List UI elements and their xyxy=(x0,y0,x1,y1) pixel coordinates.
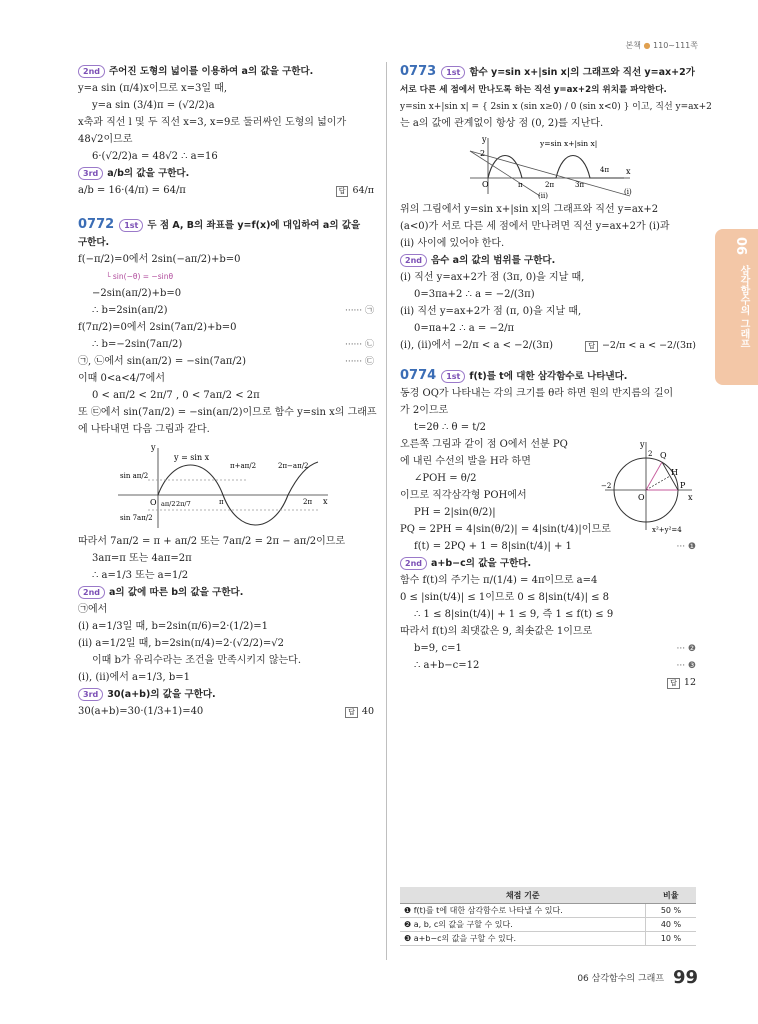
step-title: 두 점 A, B의 좌표를 y=f(x)에 대입하여 a의 값을 xyxy=(147,220,361,231)
solution-line: 또 ㉢에서 sin(7aπ/2) = −sin(aπ/2)이므로 함수 y=sin x의 그래프 xyxy=(78,407,377,418)
step-title: 주어진 도형의 넓이를 이용하여 a의 값을 구한다. xyxy=(109,66,314,77)
sine-curve xyxy=(158,462,318,525)
answer-icon: 답 xyxy=(345,707,358,718)
solution-text: ∴ b=2sin(aπ/2) xyxy=(92,305,168,316)
solution-line: y=sin x+|sin x| = { 2sin x (sin x≥0) / 0 (sin x<0) } 이고, 직선 y=ax+2 xyxy=(400,102,712,112)
step-marker: ··· ❷ xyxy=(676,644,696,654)
step-title: 음수 a의 값의 범위를 구한다. xyxy=(431,255,556,266)
sine-graph xyxy=(78,440,374,532)
solution-line: 에 나타내면 다음 그림과 같다. xyxy=(78,424,210,435)
table-header-row xyxy=(400,887,696,904)
axis-label-y: y xyxy=(151,443,156,452)
ratio-cell: 50 % xyxy=(646,904,697,918)
tick-2pi: 2π xyxy=(545,181,555,189)
header-dot-icon: ● xyxy=(643,41,651,50)
answer-icon: 답 xyxy=(585,341,598,352)
answer-icon: 답 xyxy=(667,678,680,689)
step-badge: 2nd xyxy=(400,557,427,570)
right-column xyxy=(400,62,712,693)
solution-line: −2sin(aπ/2)+b=0 xyxy=(92,288,182,299)
solution-text: a/b = 16·(4/π) = 64/π xyxy=(78,185,186,196)
problem-number: 0774 xyxy=(400,368,437,383)
solution-line: 이므로 직각삼각형 POH에서 xyxy=(400,490,527,501)
step-badge: 3rd xyxy=(78,688,103,701)
table-row xyxy=(400,932,696,946)
axis-label-x: x xyxy=(323,497,328,506)
solution-line: 오른쪽 그림과 같이 점 O에서 선분 PQ xyxy=(400,439,568,450)
tick-2pi: 2π xyxy=(303,498,313,506)
line-label-i: (i) xyxy=(624,188,632,196)
criteria-cell: ❷ a, b, c의 값을 구할 수 있다. xyxy=(400,918,646,932)
formula-note: └ sin(−θ) = −sinθ xyxy=(106,272,174,281)
solution-line: 위의 그림에서 y=sin x+|sin x|의 그래프와 직선 y=ax+2 xyxy=(400,204,659,215)
step-badge: 1st xyxy=(441,66,465,79)
solution-line: 0 ≤ |sin(t/4)| ≤ 1이므로 0 ≤ 8|sin(t/4)| ≤ 8 xyxy=(400,592,610,603)
axis-label-y: y xyxy=(482,135,487,144)
solution-line: f(−π/2)=0에서 2sin(−aπ/2)+b=0 xyxy=(78,254,241,265)
solution-line: 3aπ=π 또는 4aπ=2π xyxy=(92,553,192,564)
solution-line: 이때 0<a<4/7에서 xyxy=(78,373,165,384)
scoring-table xyxy=(400,887,696,946)
solution-text: 30(a+b)=30·(1/3+1)=40 xyxy=(78,706,204,717)
solution-line: 6·(√2/2)a = 48√2 ∴ a=16 xyxy=(92,151,218,162)
solution-line: ∴ 1 ≤ 8|sin(t/4)| + 1 ≤ 9, 즉 1 ≤ f(t) ≤ 9 xyxy=(414,609,614,620)
solution-line: 48√2이므로 xyxy=(78,134,133,145)
answer-box xyxy=(345,705,374,719)
answer-box xyxy=(336,184,374,198)
solution-line: 에 내린 수선의 발을 H라 하면 xyxy=(400,456,531,467)
chapter-title: 삼각함수의 그래프 xyxy=(738,265,749,349)
solution-line: t=2θ ∴ θ = t/2 xyxy=(414,422,487,433)
page-number: 99 xyxy=(672,967,698,988)
step-title: 함수 y=sin x+|sin x|의 그래프와 직선 y=ax+2가 xyxy=(469,67,695,78)
step-title: a/b의 값을 구한다. xyxy=(107,168,190,179)
table-row xyxy=(400,904,696,918)
tick-pi: π xyxy=(518,181,523,189)
step-title-cont: 서로 다른 세 점에서 만나도록 하는 직선 y=ax+2의 위치를 파악한다. xyxy=(400,85,667,95)
step-marker: ··· ❸ xyxy=(676,661,696,671)
tick-4pi: 4π xyxy=(600,166,610,174)
solution-line: 이때 b가 유리수라는 조건을 만족시키지 않는다. xyxy=(92,655,302,666)
step-title: 30(a+b)의 값을 구한다. xyxy=(107,689,216,700)
answer-icon: 답 xyxy=(336,186,349,197)
axis-label-x: x xyxy=(626,167,631,176)
tick-label: 2π−aπ/2 xyxy=(278,462,309,470)
answer-box xyxy=(585,339,696,353)
equation-mark: ······ ㉡ xyxy=(344,340,374,350)
column-header: 채점 기준 xyxy=(400,887,646,904)
solution-line: f(7π/2)=0에서 2sin(7aπ/2)+b=0 xyxy=(78,322,237,333)
tick-3pi: 3π xyxy=(575,181,585,189)
point-h: H xyxy=(671,468,678,477)
chapter-side-tab[interactable] xyxy=(715,229,758,385)
point-p: P xyxy=(680,481,686,490)
origin-label: O xyxy=(482,180,489,189)
solution-line: (ii) 사이에 있어야 한다. xyxy=(400,238,505,249)
abs-sine-graph xyxy=(400,134,696,200)
tick-2: 2 xyxy=(648,450,653,458)
solution-line: 0=3πa+2 ∴ a = −2/(3π) xyxy=(414,289,535,300)
page-footer xyxy=(577,967,698,988)
criteria-cell: ❶ f(t)를 t에 대한 삼각함수로 나타낼 수 있다. xyxy=(400,904,646,918)
solution-text: (i), (ii)에서 −2/π < a < −2/(3π) xyxy=(400,340,554,351)
origin-label: O xyxy=(150,498,157,507)
tick-minus2: −2 xyxy=(601,482,612,490)
tick-pi: π xyxy=(219,498,224,506)
step-badge: 2nd xyxy=(78,65,105,78)
left-column xyxy=(78,62,377,722)
equation-mark: ······ ㉢ xyxy=(344,357,374,367)
solution-text: ∴ a+b−c=12 xyxy=(414,660,480,671)
axis-label-y: y xyxy=(640,440,645,449)
value-label: sin aπ/2 xyxy=(120,472,149,480)
step-title: a의 값에 따른 b의 값을 구한다. xyxy=(109,587,244,598)
answer-value: 12 xyxy=(683,677,696,688)
solution-line: (ii) a=1/2일 때, b=2sin(π/4)=2·(√2/2)=√2 xyxy=(78,638,284,649)
problem-number: 0773 xyxy=(400,64,437,79)
answer-value: 40 xyxy=(361,706,374,717)
axis-label-x: x xyxy=(688,493,693,502)
line-label-ii: (ii) xyxy=(538,192,548,200)
solution-line: (a<0)가 서로 다른 세 점에서 만나려면 직선 y=ax+2가 (i)과 xyxy=(400,221,670,232)
solution-text: ㉠, ㉡에서 sin(aπ/2) = −sin(7aπ/2) xyxy=(78,356,247,367)
solution-line: ∠POH = θ/2 xyxy=(414,473,477,484)
step-badge: 3rd xyxy=(78,167,103,180)
solution-line: 0 < aπ/2 < 2π/7 , 0 < 7aπ/2 < 2π xyxy=(92,390,260,401)
solution-line: (ii) 직선 y=ax+2가 점 (π, 0)을 지날 때, xyxy=(400,306,582,317)
solution-line: 함수 f(t)의 주기는 π/(1/4) = 4π이므로 a=4 xyxy=(400,575,598,586)
step-title: f(t)를 t에 대한 삼각함수로 나타낸다. xyxy=(469,371,628,382)
solution-line: x축과 직선 l 및 두 직선 x=3, x=9로 둘러싸인 도형의 넓이가 xyxy=(78,117,347,128)
solution-line: 0=πa+2 ∴ a = −2/π xyxy=(414,323,515,334)
solution-line: PQ = 2PH = 4|sin(θ/2)| = 4|sin(t/4)|이므로 xyxy=(400,524,611,535)
solution-line: 가 2이므로 xyxy=(400,405,449,416)
solution-line: ㉠에서 xyxy=(78,604,108,615)
footer-chapter: 06 삼각함수의 그래프 xyxy=(577,974,665,984)
solution-line: 동경 OQ가 나타내는 각의 크기를 θ라 하면 원의 반지름의 길이 xyxy=(400,388,674,399)
tick-label: π+aπ/2 xyxy=(230,462,257,470)
step-badge: 1st xyxy=(441,370,465,383)
page-range: 110~111쪽 xyxy=(653,41,698,50)
solution-line: 따라서 7aπ/2 = π + aπ/2 또는 7aπ/2 = 2π − aπ/2이므로 xyxy=(78,536,346,547)
solution-line: (i) a=1/3일 때, b=2sin(π/6)=2·(1/2)=1 xyxy=(78,621,269,632)
origin-label: O xyxy=(638,493,645,502)
column-divider xyxy=(386,62,387,960)
criteria-cell: ❸ a+b−c의 값을 구할 수 있다. xyxy=(400,932,646,946)
problem-number: 0772 xyxy=(78,217,115,232)
table-row xyxy=(400,918,696,932)
column-header: 비율 xyxy=(646,887,697,904)
chapter-number: 06 xyxy=(733,237,748,256)
tick-label: aπ/2 xyxy=(161,500,176,508)
answer-value: −2/π < a < −2/(3π) xyxy=(601,340,696,351)
solution-text: b=9, c=1 xyxy=(414,643,462,654)
circle-equation: x²+y²=4 xyxy=(652,526,682,534)
page-header xyxy=(625,40,698,51)
book-label: 본책 xyxy=(625,41,641,50)
solution-line: (i) 직선 y=ax+2가 점 (3π, 0)을 지날 때, xyxy=(400,272,585,283)
solution-line: PH = 2|sin(θ/2)| xyxy=(414,507,496,518)
solution-line xyxy=(78,184,374,198)
solution-line xyxy=(78,705,374,719)
ratio-cell: 10 % xyxy=(646,932,697,946)
solution-text: ∴ b=−2sin(7aπ/2) xyxy=(92,339,183,350)
function-label: y = sin x xyxy=(174,453,210,462)
point-q: Q xyxy=(660,451,667,460)
solution-line: 는 a의 값에 관계없이 항상 점 (0, 2)를 지난다. xyxy=(400,118,604,129)
solution-line: ∴ a=1/3 또는 a=1/2 xyxy=(92,570,189,581)
solution-line: y=a sin (π/4)x이므로 x=3일 때, xyxy=(78,83,228,94)
solution-line: 따라서 f(t)의 최댓값은 9, 최솟값은 1이므로 xyxy=(400,626,593,637)
tick-label: 2π/7 xyxy=(176,500,191,508)
step-badge: 2nd xyxy=(400,254,427,267)
function-label: y=sin x+|sin x| xyxy=(540,139,598,148)
answer-box xyxy=(667,676,696,690)
equation-mark: ······ ㉠ xyxy=(344,306,374,316)
step-badge: 2nd xyxy=(78,586,105,599)
solution-text: f(t) = 2PQ + 1 = 8|sin(t/4)| + 1 xyxy=(414,541,572,552)
step-title: a+b−c의 값을 구한다. xyxy=(431,558,532,569)
solution-line: (i), (ii)에서 a=1/3, b=1 xyxy=(78,672,190,683)
solution-line: y=a sin (3/4)π = (√2/2)a xyxy=(92,100,215,111)
answer-value: 64/π xyxy=(352,185,374,196)
tick-2: 2 xyxy=(480,149,486,158)
value-label: sin 7aπ/2 xyxy=(120,514,153,522)
ratio-cell: 40 % xyxy=(646,918,697,932)
step-marker: ··· ❶ xyxy=(676,542,696,552)
step-badge: 1st xyxy=(119,219,143,232)
step-title-cont: 구한다. xyxy=(78,237,110,248)
